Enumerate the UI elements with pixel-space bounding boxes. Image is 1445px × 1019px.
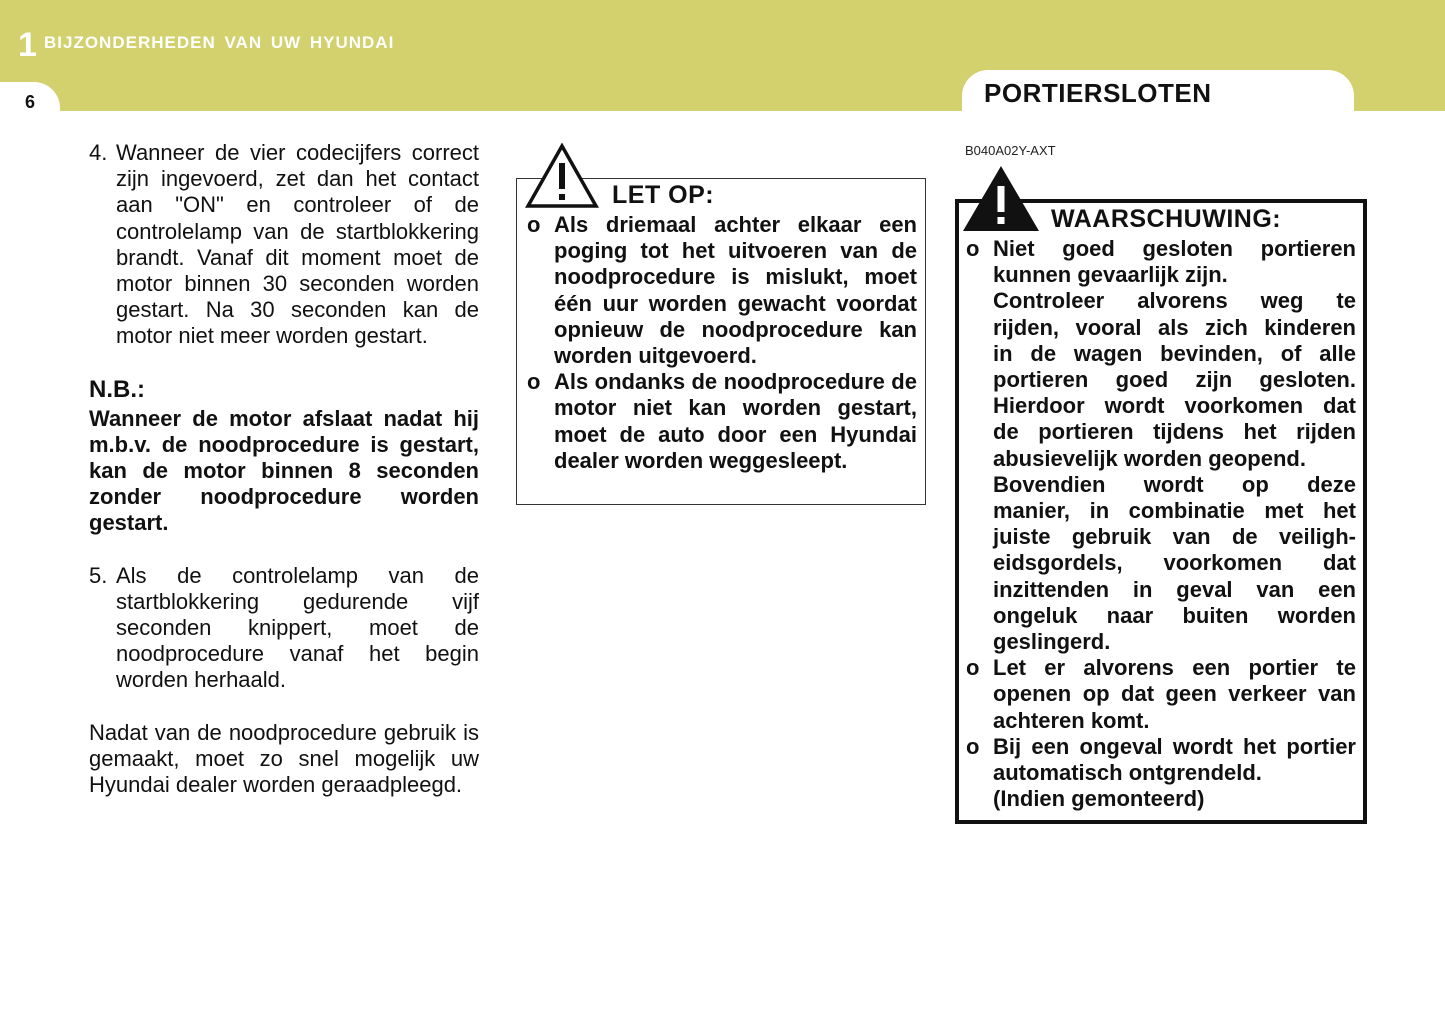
list-number: 4. [89, 140, 108, 165]
warning-line: manier, in combinatie met het [993, 498, 1356, 524]
reference-code: B040A02Y-AXT [965, 143, 1056, 158]
warning-line: abusievelijk worden geopend. [993, 445, 1306, 471]
warning-line: geslingerd. [993, 629, 1111, 655]
list-item-text: Wanneer de vier codecijfers correct zijn ingevoerd, zet dan het contact aan "ON" en controleer of de controlelamp van de startblokkering brandt. Vanaf dit moment moet de motor binnen 30 seconden worden gestart. Na 30 seconden kan de motor niet meer worden gestart. [116, 140, 479, 349]
closing-paragraph: Nadat van de noodprocedure gebruik is gemaakt, moet zo snel mogelijk uw Hyundai dealer worden geraadpleegd. [89, 719, 479, 798]
bullet-symbol: o [966, 236, 980, 261]
warning-item [966, 236, 1356, 655]
warning-triangle-icon [962, 164, 1040, 232]
list-number: 5. [89, 562, 108, 588]
warning-line: Hierdoor wordt voorkomen dat [993, 393, 1356, 419]
section-title: PORTIERSLOTEN [984, 78, 1212, 108]
warning-line: openen op dat geen verkeer van [993, 681, 1356, 707]
warning-line: de portieren tijdens het rijden [993, 419, 1356, 445]
warning-line: Niet goed gesloten portieren [993, 236, 1356, 261]
page-number: 6 [25, 92, 36, 112]
warning-line: Bij een ongeval wordt het portier [993, 733, 1356, 759]
bullet-symbol: o [966, 655, 980, 681]
warning-line: eidsgordels, voorkomen dat [993, 550, 1356, 576]
note-heading: N.B.: [89, 375, 145, 403]
warning-line: juiste gebruik van de veiligh- [993, 524, 1356, 550]
warning-line: Bovendien wordt op deze [993, 471, 1356, 497]
warning-line: in de wagen bevinden, of alle [993, 340, 1356, 366]
warning-heading: WAARSCHUWING: [1051, 205, 1282, 233]
warning-line: inzittenden in geval van een [993, 576, 1356, 602]
warning-triangle-icon [525, 143, 599, 209]
warning-line: portieren goed zijn gesloten. [993, 367, 1356, 393]
warning-line: (Indien gemonteerd) [993, 786, 1205, 812]
caution-item-text: Als ondanks de noodprocedure de motor niet kan worden gestart, moet de auto door een Hyundai dealer worden weggesleept. [554, 369, 917, 473]
bullet-symbol: o [527, 212, 541, 237]
warning-line: Controleer alvorens weg te [993, 288, 1356, 314]
left-column [89, 140, 479, 798]
list-item-4 [89, 140, 479, 350]
note-text: Wanneer de motor afslaat nadat hij m.b.v. de noodprocedure is gestart, kan de motor binnen 8 seconden zonder noodprocedure worden gestart. [89, 405, 479, 536]
warning-line: kunnen gevaarlijk zijn. [993, 262, 1228, 288]
warning-line: rijden, vooral als zich kinderen [993, 314, 1356, 340]
caution-item [527, 212, 917, 369]
warning-line: automatisch ontgrendeld. [993, 760, 1262, 786]
caution-item [527, 369, 917, 474]
caution-item-text: Als driemaal achter elkaar een poging tot het uitvoeren van de noodprocedure is mislukt, moet één uur worden gewacht voordat opnieuw de noodprocedure kan worden uitgevoerd. [554, 212, 917, 369]
warning-line: achteren komt. [993, 707, 1150, 733]
list-item-text: Als de controlelamp van de startblokkering gedurende vijf seconden knippert, moet de noodprocedure vanaf het begin worden herhaald. [116, 562, 479, 693]
warning-item [966, 734, 1356, 813]
caution-heading: LET OP: [612, 181, 715, 209]
bullet-symbol: o [966, 733, 980, 759]
bullet-symbol: o [527, 369, 541, 395]
caution-list [527, 212, 917, 474]
warning-line: Let er alvorens een portier te [993, 655, 1356, 681]
chapter-number: 1 [18, 26, 37, 64]
list-item-5 [89, 563, 479, 694]
warning-item [966, 655, 1356, 734]
warning-line: ongeluk naar buiten worden [993, 602, 1356, 628]
chapter-title: BIJZONDERHEDEN VAN UW HYUNDAI [44, 33, 395, 52]
warning-list [966, 236, 1356, 812]
